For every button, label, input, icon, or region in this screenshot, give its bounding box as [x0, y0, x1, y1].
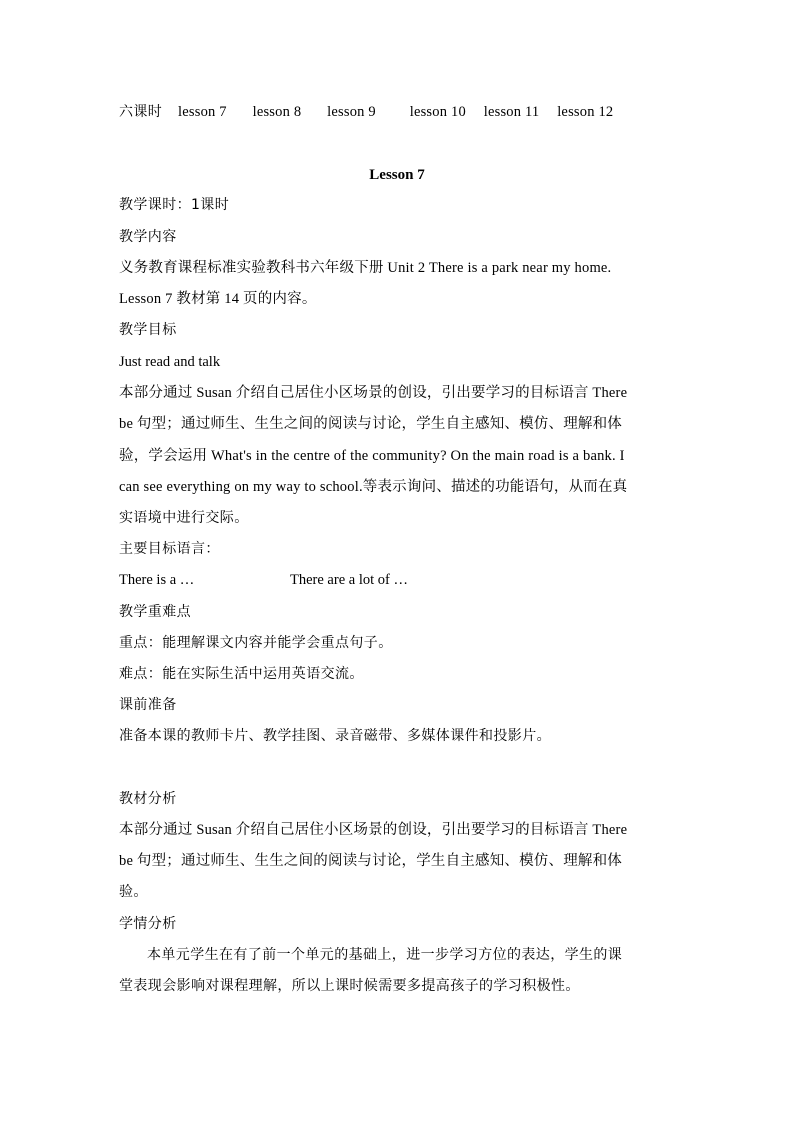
analysis-line: 本部分通过 Susan 介绍自己居住小区场景的创设，引出要学习的目标语言 There [119, 822, 628, 838]
schedule-lesson: lesson 10 [409, 104, 466, 120]
section-heading-content: 教学内容 [119, 229, 177, 245]
goal-line: Just read and talk [119, 354, 221, 370]
analysis-line: 验。 [119, 884, 148, 900]
student-analysis-line: 堂表现会影响对课程理解，所以上课时候需要多提高孩子的学习积极性。 [119, 978, 580, 994]
analysis-line: be 句型；通过师生、生生之间的阅读与讨论，学生自主感知、模仿、理解和体 [119, 853, 623, 869]
target-language-heading: 主要目标语言： [119, 541, 220, 557]
schedule-label: 六课时 [119, 104, 163, 120]
schedule-lesson: lesson 7 [178, 104, 227, 120]
paragraph-line: 实语境中进行交际。 [119, 510, 249, 526]
difficulty-line: 难点：能在实际生活中运用英语交流。 [119, 666, 364, 682]
paragraph-line: 验，学会运用 What's in the centre of the community? On the main road is a bank. I [119, 448, 625, 464]
paragraph-line: 本部分通过 Susan 介绍自己居住小区场景的创设，引出要学习的目标语言 There [119, 385, 628, 401]
paragraph-line: be 句型；通过师生、生生之间的阅读与讨论，学生自主感知、模仿、理解和体 [119, 416, 623, 432]
section-heading-goals: 教学目标 [119, 322, 177, 338]
schedule-lesson: lesson 9 [327, 104, 376, 120]
section-heading-key-points: 教学重难点 [119, 604, 191, 620]
section-heading-student-analysis: 学情分析 [119, 916, 177, 932]
page-title: Lesson 7 [369, 167, 425, 183]
content-line: Lesson 7 教材第 14 页的内容。 [119, 291, 317, 307]
content-line: 义务教育课程标准实验教科书六年级下册 Unit 2 There is a park near my home. [119, 260, 612, 276]
schedule-lesson: lesson 8 [252, 104, 302, 120]
student-analysis-line: 本单元学生在有了前一个单元的基础上，进一步学习方位的表达，学生的课 [147, 947, 623, 963]
paragraph-line: can see everything on my way to school.等表示询问、描述的功能语句，从而在真 [119, 479, 628, 495]
schedule-lesson: lesson 12 [557, 104, 614, 120]
lesson-schedule [119, 102, 613, 122]
class-hours-line: 教学课时：1课时 [119, 197, 230, 213]
section-heading-preparation: 课前准备 [119, 697, 177, 713]
preparation-line: 准备本课的教师卡片、教学挂图、录音磁带、多媒体课件和投影片。 [119, 728, 551, 744]
section-heading-analysis: 教材分析 [119, 791, 177, 807]
schedule-lesson: lesson 11 [483, 104, 540, 120]
target-sentence: There is a … [119, 572, 195, 588]
key-point-line: 重点：能理解课文内容并能学会重点句子。 [119, 635, 393, 651]
target-sentence: There are a lot of … [290, 572, 408, 588]
